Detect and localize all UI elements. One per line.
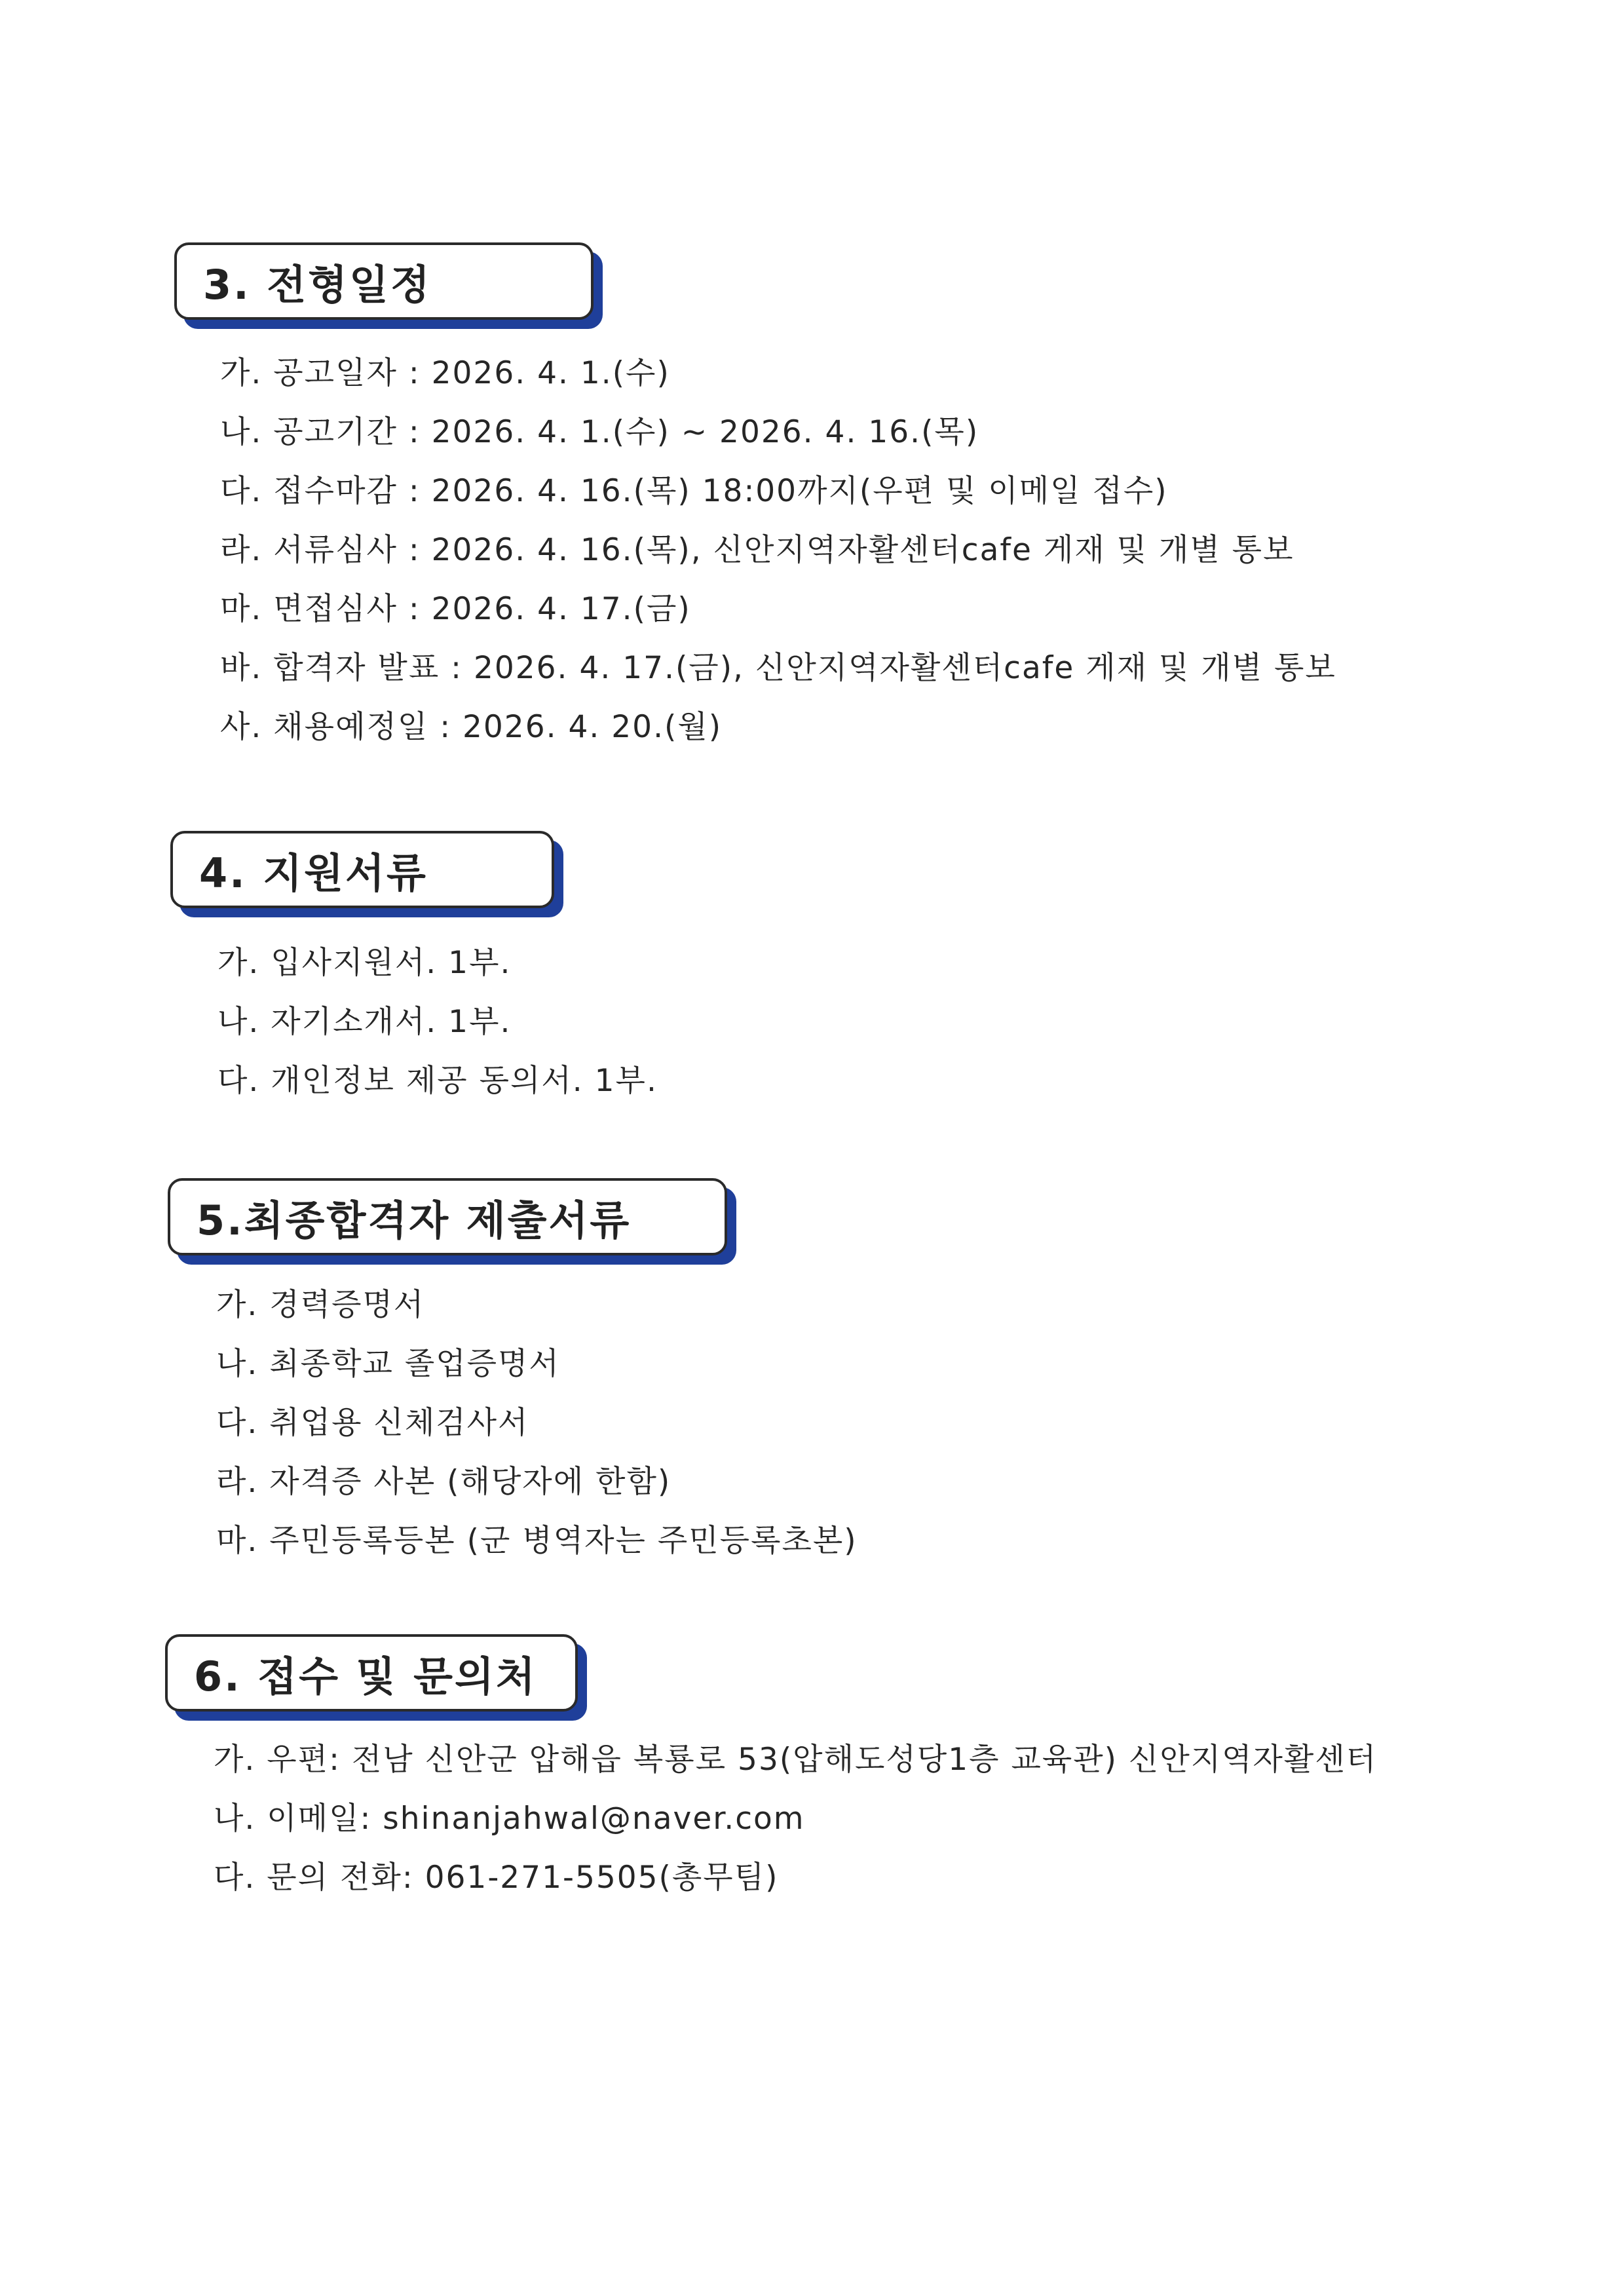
section-heading-box (165, 1634, 578, 1712)
section-title: 6. 접수 및 문의처 (194, 1652, 537, 1700)
section-heading-box (174, 242, 594, 320)
list-item: 나. 이메일: shinanjahwal@naver.com (214, 1800, 805, 1837)
list-item: 바. 합격자 발표 : 2026. 4. 17.(금), 신안지역자활센터cafe 게재 및 개별 통보 (220, 649, 1336, 686)
list-item: 다. 개인정보 제공 동의서. 1부. (217, 1062, 658, 1099)
section-title: 5.최종합격자 제출서류 (197, 1196, 632, 1244)
final-documents-list (216, 1272, 858, 1567)
section-title: 4. 지원서류 (199, 849, 428, 897)
list-item: 나. 공고기간 : 2026. 4. 1.(수) ~ 2026. 4. 16.(목) (220, 413, 979, 450)
list-item: 나. 자기소개서. 1부. (217, 1003, 512, 1040)
list-item: 가. 경력증명서 (216, 1286, 425, 1323)
section-title: 3. 전형일정 (203, 260, 432, 309)
list-item: 다. 접수마감 : 2026. 4. 16.(목) 18:00까지(우편 및 이메일 접수) (220, 472, 1168, 509)
section-heading-box (170, 831, 554, 908)
list-item: 나. 최종학교 졸업증명서 (216, 1345, 560, 1382)
section-heading-box (168, 1178, 727, 1255)
list-item: 라. 서류심사 : 2026. 4. 16.(목), 신안지역자활센터cafe 게재 및 개별 통보 (220, 531, 1294, 568)
list-item: 라. 자격증 사본 (해당자에 한함) (216, 1463, 671, 1500)
list-item: 가. 우편: 전남 신안군 압해읍 복룡로 53(압해도성당1층 교육관) 신안지역자활센터 (214, 1741, 1378, 1778)
list-item: 가. 공고일자 : 2026. 4. 1.(수) (220, 354, 670, 391)
list-item: 다. 취업용 신체검사서 (216, 1404, 529, 1441)
list-item: 사. 채용예정일 : 2026. 4. 20.(월) (220, 708, 723, 745)
application-documents-list (217, 930, 658, 1107)
list-item: 마. 주민등록등본 (군 병역자는 주민등록초본) (216, 1522, 858, 1559)
list-item: 마. 면접심사 : 2026. 4. 17.(금) (220, 590, 691, 627)
schedule-list (220, 341, 1336, 754)
list-item: 가. 입사지원서. 1부. (217, 944, 512, 981)
list-item: 다. 문의 전화: 061-271-5505(총무팀) (214, 1859, 779, 1896)
contact-list (214, 1727, 1377, 1904)
